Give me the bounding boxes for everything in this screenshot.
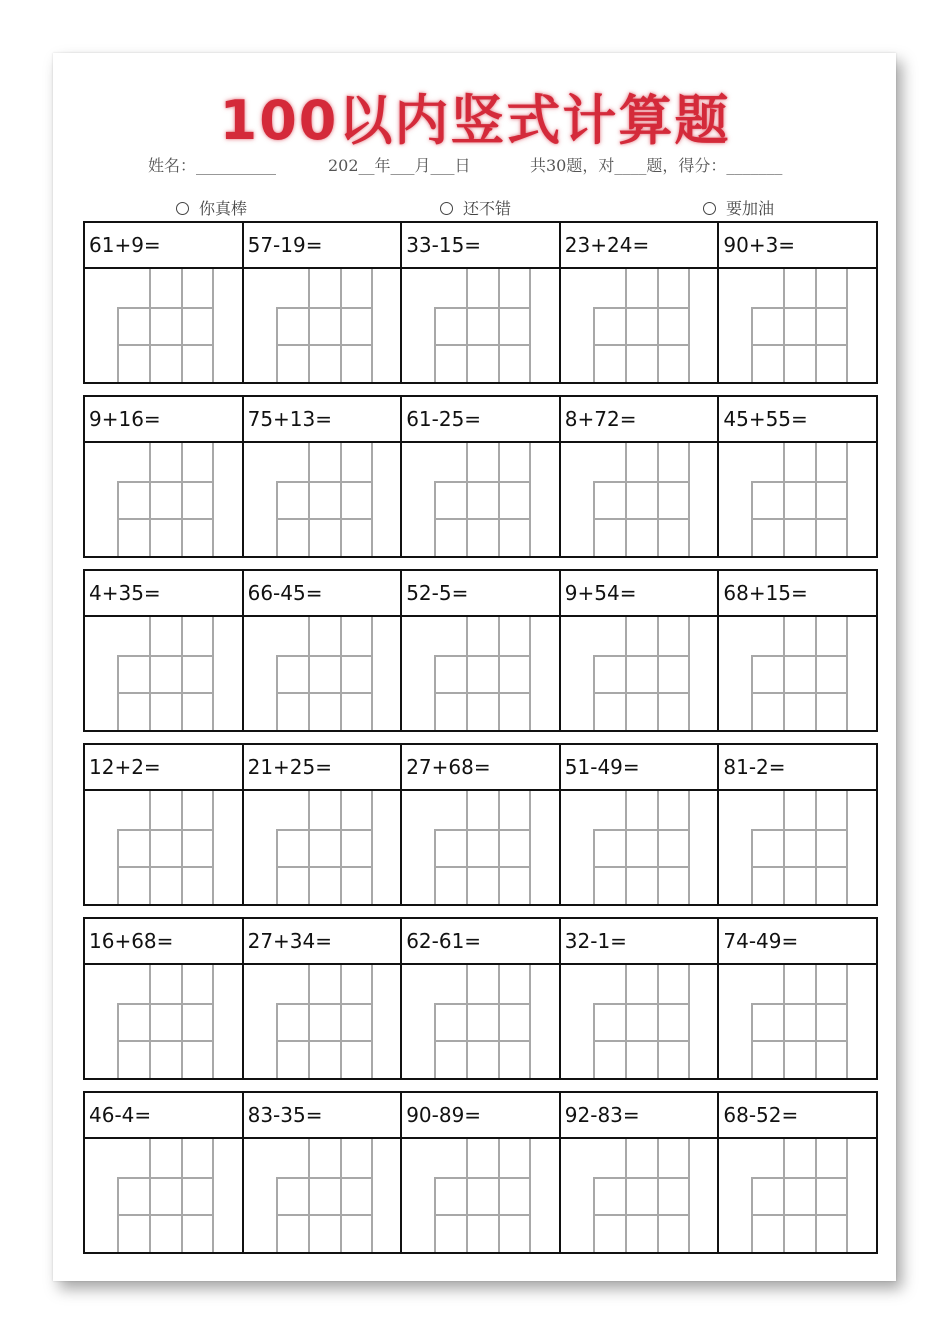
guide-line bbox=[783, 269, 785, 382]
guide-line bbox=[593, 1177, 689, 1179]
guide-line bbox=[340, 791, 342, 904]
problem-cell bbox=[402, 745, 561, 904]
vertical-work-grid[interactable] bbox=[244, 965, 401, 1078]
vertical-work-grid[interactable] bbox=[561, 791, 718, 904]
guide-line bbox=[783, 791, 785, 904]
problem-row bbox=[83, 569, 878, 730]
guide-line bbox=[434, 655, 436, 730]
guide-line bbox=[434, 481, 436, 556]
problem-text: 61+9= bbox=[85, 223, 242, 269]
guide-line bbox=[276, 655, 278, 730]
vertical-work-grid[interactable] bbox=[402, 443, 559, 556]
guide-line bbox=[657, 269, 659, 382]
guide-line bbox=[340, 1139, 342, 1252]
guide-line bbox=[846, 443, 848, 556]
guide-line bbox=[149, 1139, 151, 1252]
problem-grid bbox=[83, 221, 878, 1265]
guide-line bbox=[751, 866, 847, 868]
guide-line bbox=[593, 307, 689, 309]
guide-line bbox=[751, 655, 753, 730]
vertical-work-grid[interactable] bbox=[719, 617, 876, 730]
problem-text: 90-89= bbox=[402, 1093, 559, 1139]
guide-line bbox=[625, 1139, 627, 1252]
guide-line bbox=[276, 866, 372, 868]
problem-cell bbox=[719, 1093, 876, 1252]
problem-cell bbox=[85, 745, 244, 904]
guide-line bbox=[751, 344, 847, 346]
guide-line bbox=[276, 1040, 372, 1042]
problem-text: 46-4= bbox=[85, 1093, 242, 1139]
guide-line bbox=[498, 791, 500, 904]
guide-line bbox=[593, 829, 595, 904]
problem-cell bbox=[561, 1093, 720, 1252]
problem-row bbox=[83, 1091, 878, 1252]
guide-line bbox=[434, 866, 530, 868]
problem-cell bbox=[244, 745, 403, 904]
vertical-work-grid[interactable] bbox=[85, 965, 242, 1078]
guide-line bbox=[815, 965, 817, 1078]
guide-line bbox=[593, 1003, 595, 1078]
guide-line bbox=[498, 269, 500, 382]
guide-line bbox=[117, 866, 213, 868]
vertical-work-grid[interactable] bbox=[244, 269, 401, 382]
guide-line bbox=[117, 518, 213, 520]
guide-line bbox=[498, 1139, 500, 1252]
guide-line bbox=[117, 1177, 213, 1179]
problem-cell bbox=[561, 397, 720, 556]
problem-text: 66-45= bbox=[244, 571, 401, 617]
guide-line bbox=[212, 791, 214, 904]
problem-cell bbox=[85, 223, 244, 382]
problem-text: 27+34= bbox=[244, 919, 401, 965]
row-separator bbox=[83, 1252, 878, 1265]
guide-line bbox=[529, 269, 531, 382]
problem-cell bbox=[85, 571, 244, 730]
guide-line bbox=[181, 617, 183, 730]
guide-line bbox=[212, 443, 214, 556]
problem-text: 90+3= bbox=[719, 223, 876, 269]
problem-cell bbox=[244, 1093, 403, 1252]
row-separator bbox=[83, 1078, 878, 1091]
guide-line bbox=[434, 829, 436, 904]
guide-line bbox=[371, 269, 373, 382]
guide-line bbox=[751, 692, 847, 694]
rating-option[interactable] bbox=[703, 196, 774, 219]
problem-text: 57-19= bbox=[244, 223, 401, 269]
problem-text: 9+16= bbox=[85, 397, 242, 443]
guide-line bbox=[466, 1139, 468, 1252]
guide-line bbox=[593, 481, 595, 556]
guide-line bbox=[117, 481, 119, 556]
radio-circle-icon[interactable] bbox=[440, 202, 453, 215]
problem-text: 81-2= bbox=[719, 745, 876, 791]
guide-line bbox=[846, 617, 848, 730]
guide-line bbox=[308, 1139, 310, 1252]
guide-line bbox=[434, 1003, 436, 1078]
guide-line bbox=[751, 1003, 753, 1078]
guide-line bbox=[276, 1003, 278, 1078]
vertical-work-grid[interactable] bbox=[719, 791, 876, 904]
guide-line bbox=[434, 829, 530, 831]
guide-line bbox=[181, 269, 183, 382]
guide-line bbox=[466, 617, 468, 730]
guide-line bbox=[783, 443, 785, 556]
guide-line bbox=[593, 1003, 689, 1005]
guide-line bbox=[688, 443, 690, 556]
guide-line bbox=[625, 443, 627, 556]
guide-line bbox=[434, 1177, 436, 1252]
guide-line bbox=[276, 307, 372, 309]
guide-line bbox=[434, 344, 530, 346]
problem-text: 61-25= bbox=[402, 397, 559, 443]
guide-line bbox=[529, 443, 531, 556]
guide-line bbox=[751, 307, 753, 382]
problem-text: 27+68= bbox=[402, 745, 559, 791]
guide-line bbox=[751, 307, 847, 309]
problem-text: 75+13= bbox=[244, 397, 401, 443]
problem-cell bbox=[244, 223, 403, 382]
guide-line bbox=[149, 791, 151, 904]
guide-line bbox=[688, 791, 690, 904]
problem-cell bbox=[561, 919, 720, 1078]
vertical-work-grid[interactable] bbox=[402, 617, 559, 730]
guide-line bbox=[117, 481, 213, 483]
row-separator bbox=[83, 382, 878, 395]
problem-text: 33-15= bbox=[402, 223, 559, 269]
problem-cell bbox=[561, 745, 720, 904]
guide-line bbox=[434, 655, 530, 657]
guide-line bbox=[751, 655, 847, 657]
guide-line bbox=[688, 1139, 690, 1252]
vertical-work-grid[interactable] bbox=[561, 1139, 718, 1252]
guide-line bbox=[625, 617, 627, 730]
guide-line bbox=[751, 518, 847, 520]
guide-line bbox=[308, 617, 310, 730]
guide-line bbox=[783, 1139, 785, 1252]
guide-line bbox=[529, 1139, 531, 1252]
guide-line bbox=[434, 518, 530, 520]
problem-cell bbox=[561, 223, 720, 382]
problem-row bbox=[83, 743, 878, 904]
guide-line bbox=[149, 269, 151, 382]
guide-line bbox=[371, 1139, 373, 1252]
guide-line bbox=[783, 617, 785, 730]
row-separator bbox=[83, 730, 878, 743]
guide-line bbox=[308, 269, 310, 382]
vertical-work-grid[interactable] bbox=[85, 1139, 242, 1252]
vertical-work-grid[interactable] bbox=[561, 443, 718, 556]
problem-cell bbox=[561, 571, 720, 730]
guide-line bbox=[276, 655, 372, 657]
vertical-work-grid[interactable] bbox=[244, 791, 401, 904]
guide-line bbox=[117, 655, 119, 730]
vertical-work-grid[interactable] bbox=[402, 269, 559, 382]
rating-label: 你真棒 bbox=[199, 199, 248, 218]
guide-line bbox=[181, 443, 183, 556]
guide-line bbox=[846, 269, 848, 382]
guide-line bbox=[181, 965, 183, 1078]
guide-line bbox=[434, 307, 530, 309]
guide-line bbox=[212, 269, 214, 382]
problem-cell bbox=[85, 1093, 244, 1252]
guide-line bbox=[625, 791, 627, 904]
guide-line bbox=[276, 1177, 372, 1179]
guide-line bbox=[815, 269, 817, 382]
problem-cell bbox=[402, 919, 561, 1078]
guide-line bbox=[529, 791, 531, 904]
guide-line bbox=[117, 655, 213, 657]
guide-line bbox=[371, 791, 373, 904]
guide-line bbox=[117, 307, 213, 309]
problem-text: 16+68= bbox=[85, 919, 242, 965]
guide-line bbox=[688, 617, 690, 730]
guide-line bbox=[498, 617, 500, 730]
vertical-work-grid[interactable] bbox=[402, 1139, 559, 1252]
guide-line bbox=[466, 269, 468, 382]
guide-line bbox=[434, 1214, 530, 1216]
problem-text: 92-83= bbox=[561, 1093, 718, 1139]
vertical-work-grid[interactable] bbox=[719, 965, 876, 1078]
guide-line bbox=[751, 481, 753, 556]
guide-line bbox=[466, 965, 468, 1078]
problem-text: 62-61= bbox=[402, 919, 559, 965]
guide-line bbox=[625, 269, 627, 382]
rating-label: 要加油 bbox=[726, 199, 775, 218]
guide-line bbox=[117, 829, 213, 831]
guide-line bbox=[751, 829, 847, 831]
guide-line bbox=[657, 1139, 659, 1252]
guide-line bbox=[751, 1177, 753, 1252]
guide-line bbox=[593, 307, 595, 382]
vertical-work-grid[interactable] bbox=[719, 1139, 876, 1252]
problem-cell bbox=[244, 919, 403, 1078]
guide-line bbox=[276, 344, 372, 346]
vertical-work-grid[interactable] bbox=[561, 965, 718, 1078]
guide-line bbox=[593, 866, 689, 868]
guide-line bbox=[498, 443, 500, 556]
guide-line bbox=[117, 1214, 213, 1216]
vertical-work-grid[interactable] bbox=[85, 791, 242, 904]
guide-line bbox=[276, 1177, 278, 1252]
guide-line bbox=[117, 1040, 213, 1042]
problem-cell bbox=[719, 571, 876, 730]
problem-text: 83-35= bbox=[244, 1093, 401, 1139]
guide-line bbox=[593, 1177, 595, 1252]
guide-line bbox=[212, 617, 214, 730]
problem-text: 21+25= bbox=[244, 745, 401, 791]
vertical-work-grid[interactable] bbox=[85, 617, 242, 730]
guide-line bbox=[340, 965, 342, 1078]
guide-line bbox=[593, 829, 689, 831]
guide-line bbox=[815, 443, 817, 556]
guide-line bbox=[276, 518, 372, 520]
guide-line bbox=[466, 791, 468, 904]
vertical-work-grid[interactable] bbox=[719, 443, 876, 556]
guide-line bbox=[212, 965, 214, 1078]
vertical-work-grid[interactable] bbox=[244, 1139, 401, 1252]
guide-line bbox=[117, 1003, 119, 1078]
problem-text: 68+15= bbox=[719, 571, 876, 617]
guide-line bbox=[593, 655, 689, 657]
guide-line bbox=[751, 1177, 847, 1179]
guide-line bbox=[657, 443, 659, 556]
guide-line bbox=[434, 1040, 530, 1042]
vertical-work-grid[interactable] bbox=[719, 269, 876, 382]
problem-text: 68-52= bbox=[719, 1093, 876, 1139]
date-field: 202__年___月___日 bbox=[328, 156, 471, 175]
problem-cell bbox=[402, 571, 561, 730]
guide-line bbox=[371, 965, 373, 1078]
guide-line bbox=[340, 443, 342, 556]
guide-line bbox=[434, 481, 530, 483]
guide-line bbox=[529, 617, 531, 730]
guide-line bbox=[751, 1214, 847, 1216]
vertical-work-grid[interactable] bbox=[244, 617, 401, 730]
guide-line bbox=[117, 1003, 213, 1005]
problem-text: 45+55= bbox=[719, 397, 876, 443]
guide-line bbox=[371, 617, 373, 730]
problem-text: 51-49= bbox=[561, 745, 718, 791]
guide-line bbox=[846, 791, 848, 904]
guide-line bbox=[276, 481, 278, 556]
guide-line bbox=[276, 829, 372, 831]
guide-line bbox=[657, 617, 659, 730]
problem-cell bbox=[719, 745, 876, 904]
vertical-work-grid[interactable] bbox=[561, 617, 718, 730]
guide-line bbox=[751, 1003, 847, 1005]
problem-row bbox=[83, 395, 878, 556]
vertical-work-grid[interactable] bbox=[402, 791, 559, 904]
problem-text: 74-49= bbox=[719, 919, 876, 965]
guide-line bbox=[846, 1139, 848, 1252]
guide-line bbox=[371, 443, 373, 556]
row-separator bbox=[83, 904, 878, 917]
guide-line bbox=[149, 965, 151, 1078]
rating-option[interactable] bbox=[176, 196, 247, 219]
guide-line bbox=[751, 829, 753, 904]
guide-line bbox=[276, 1003, 372, 1005]
guide-line bbox=[276, 1214, 372, 1216]
rating-option[interactable] bbox=[440, 196, 511, 219]
guide-line bbox=[149, 617, 151, 730]
guide-line bbox=[657, 791, 659, 904]
guide-line bbox=[815, 1139, 817, 1252]
guide-line bbox=[308, 443, 310, 556]
problem-text: 4+35= bbox=[85, 571, 242, 617]
problem-cell bbox=[402, 1093, 561, 1252]
vertical-work-grid[interactable] bbox=[244, 443, 401, 556]
problem-text: 23+24= bbox=[561, 223, 718, 269]
vertical-work-grid[interactable] bbox=[85, 269, 242, 382]
guide-line bbox=[117, 692, 213, 694]
problem-cell bbox=[402, 223, 561, 382]
problem-text: 32-1= bbox=[561, 919, 718, 965]
guide-line bbox=[625, 965, 627, 1078]
guide-line bbox=[688, 269, 690, 382]
guide-line bbox=[308, 965, 310, 1078]
guide-line bbox=[815, 791, 817, 904]
guide-line bbox=[276, 481, 372, 483]
guide-line bbox=[593, 655, 595, 730]
guide-line bbox=[593, 1040, 689, 1042]
guide-line bbox=[149, 443, 151, 556]
guide-line bbox=[688, 965, 690, 1078]
guide-line bbox=[181, 1139, 183, 1252]
guide-line bbox=[815, 617, 817, 730]
problem-text: 12+2= bbox=[85, 745, 242, 791]
guide-line bbox=[308, 791, 310, 904]
guide-line bbox=[529, 965, 531, 1078]
vertical-work-grid[interactable] bbox=[561, 269, 718, 382]
problem-text: 8+72= bbox=[561, 397, 718, 443]
guide-line bbox=[434, 1177, 530, 1179]
guide-line bbox=[434, 1003, 530, 1005]
guide-line bbox=[276, 307, 278, 382]
guide-line bbox=[593, 1214, 689, 1216]
guide-line bbox=[783, 965, 785, 1078]
worksheet-title: 100以内竖式计算题 bbox=[219, 89, 731, 152]
guide-line bbox=[657, 965, 659, 1078]
guide-line bbox=[498, 965, 500, 1078]
row-separator bbox=[83, 556, 878, 569]
guide-line bbox=[117, 829, 119, 904]
problem-row bbox=[83, 917, 878, 1078]
guide-line bbox=[593, 692, 689, 694]
problem-cell bbox=[402, 397, 561, 556]
problem-cell bbox=[85, 919, 244, 1078]
rating-label: 还不错 bbox=[463, 199, 512, 218]
problem-row bbox=[83, 221, 878, 382]
radio-circle-icon[interactable] bbox=[176, 202, 189, 215]
problem-cell bbox=[244, 571, 403, 730]
problem-cell bbox=[85, 397, 244, 556]
problem-text: 9+54= bbox=[561, 571, 718, 617]
guide-line bbox=[340, 269, 342, 382]
vertical-work-grid[interactable] bbox=[402, 965, 559, 1078]
guide-line bbox=[434, 692, 530, 694]
problem-cell bbox=[719, 919, 876, 1078]
guide-line bbox=[117, 307, 119, 382]
guide-line bbox=[340, 617, 342, 730]
guide-line bbox=[117, 344, 213, 346]
name-field: 姓名：__________ bbox=[148, 156, 277, 175]
problem-cell bbox=[244, 397, 403, 556]
radio-circle-icon[interactable] bbox=[703, 202, 716, 215]
guide-line bbox=[434, 307, 436, 382]
problem-cell bbox=[719, 223, 876, 382]
problem-text: 52-5= bbox=[402, 571, 559, 617]
guide-line bbox=[846, 965, 848, 1078]
guide-line bbox=[466, 443, 468, 556]
vertical-work-grid[interactable] bbox=[85, 443, 242, 556]
guide-line bbox=[751, 1040, 847, 1042]
guide-line bbox=[276, 829, 278, 904]
guide-line bbox=[593, 481, 689, 483]
score-field: 共30题，对____题，得分：_______ bbox=[530, 156, 783, 175]
guide-line bbox=[276, 692, 372, 694]
guide-line bbox=[117, 1177, 119, 1252]
guide-line bbox=[212, 1139, 214, 1252]
guide-line bbox=[593, 344, 689, 346]
guide-line bbox=[181, 791, 183, 904]
guide-line bbox=[593, 518, 689, 520]
problem-cell bbox=[719, 397, 876, 556]
guide-line bbox=[751, 481, 847, 483]
